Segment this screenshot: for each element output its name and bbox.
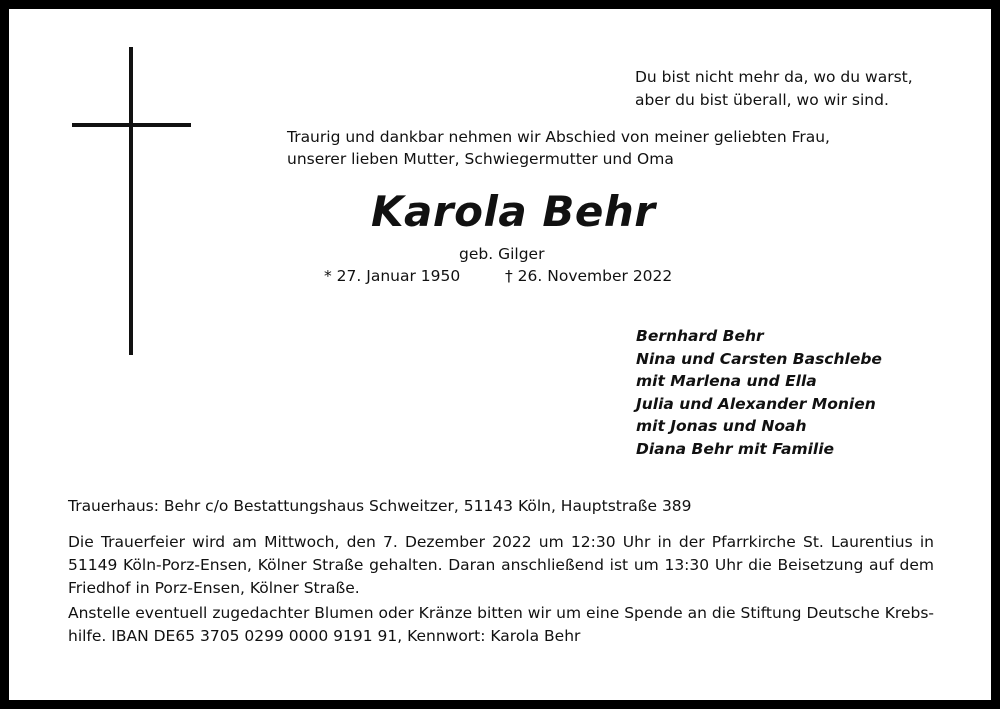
born-name: geb. Gilger xyxy=(459,245,545,263)
motto-line: Du bist nicht mehr da, wo du warst, xyxy=(635,68,913,86)
life-dates xyxy=(324,267,673,285)
intro-text xyxy=(287,126,830,170)
cross-icon-vertical xyxy=(129,47,133,355)
donation-info xyxy=(68,602,934,648)
ceremony-line: Friedhof in Porz-Ensen, Kölner Straße. xyxy=(68,579,360,597)
ceremony-info xyxy=(68,531,934,600)
ceremony-line: Die Trauerfeier wird am Mittwoch, den 7. Dezember 2022 um 12:30 Uhr in der Pfarrkirche St. Laurentius in xyxy=(68,533,934,551)
mourning-house: Trauerhaus: Behr c/o Bestattungshaus Schweitzer, 51143 Köln, Hauptstraße 389 xyxy=(68,497,692,515)
death-date: † 26. November 2022 xyxy=(505,267,673,285)
intro-line: unserer lieben Mutter, Schwiegermutter und Oma xyxy=(287,150,674,168)
intro-line: Traurig und dankbar nehmen wir Abschied von meiner geliebten Frau, xyxy=(287,128,830,146)
family-member: Bernhard Behr xyxy=(636,327,764,345)
family-member: Julia und Alexander Monien xyxy=(636,394,876,413)
family-signatures xyxy=(636,325,882,461)
family-member: mit Marlena und Ella xyxy=(636,372,817,391)
motto-quote xyxy=(635,66,913,112)
family-member: Diana Behr mit Familie xyxy=(636,439,835,458)
donation-line: hilfe. IBAN DE65 3705 0299 0000 9191 91, Kennwort: Karola Behr xyxy=(68,627,581,645)
obituary-card xyxy=(9,9,991,700)
donation-line: Anstelle eventuell zugedachter Blumen oder Kränze bitten wir um eine Spende an die Stiftung Deutsche Krebs- xyxy=(68,604,934,622)
family-member: mit Jonas und Noah xyxy=(636,417,807,436)
birth-date: * 27. Januar 1950 xyxy=(324,267,461,285)
ceremony-line: 51149 Köln-Porz-Ensen, Kölner Straße gehalten. Daran anschließend ist um 13:30 Uhr die Beisetzung auf dem xyxy=(68,556,934,574)
family-member: Nina und Carsten Baschlebe xyxy=(636,349,882,368)
motto-line: aber du bist überall, wo wir sind. xyxy=(635,91,889,109)
cross-icon-horizontal xyxy=(72,123,191,127)
deceased-name: Karola Behr xyxy=(371,187,656,236)
